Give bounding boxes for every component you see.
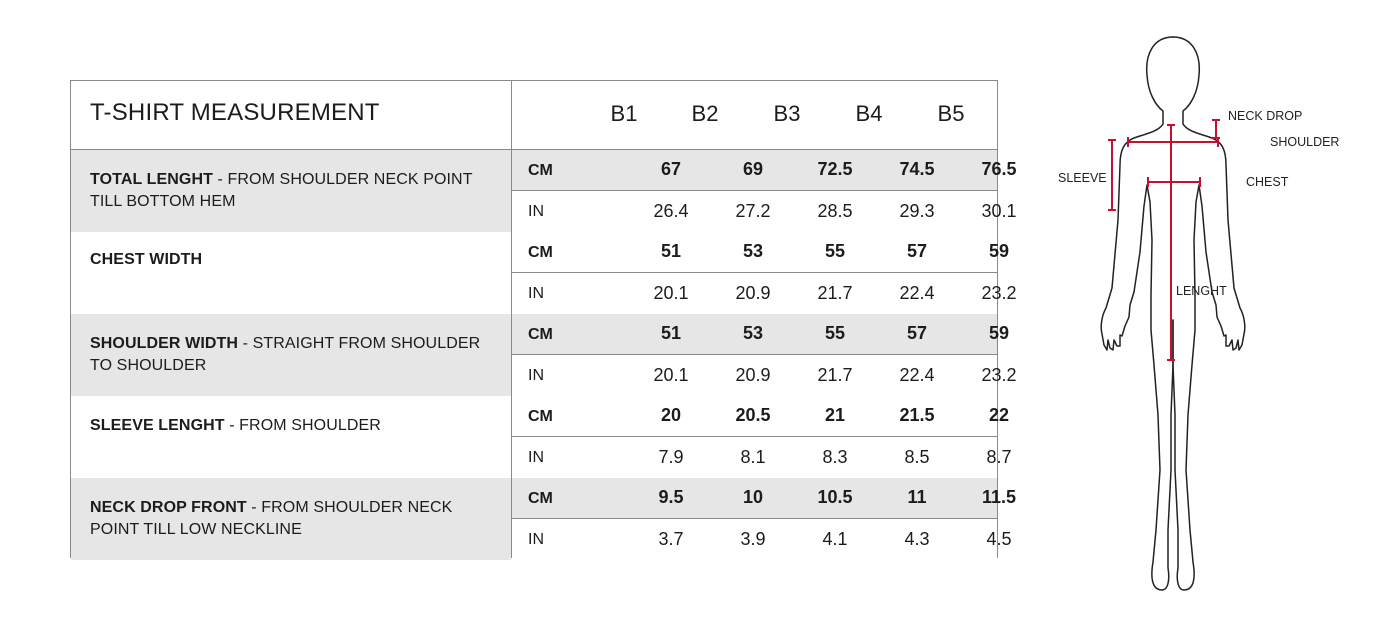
cm-value-b5: 11.5 — [981, 487, 1017, 507]
measurement-description — [90, 415, 500, 437]
in-value-b5: 23.2 — [981, 365, 1017, 385]
in-value-b1: 26.4 — [653, 201, 689, 221]
measurement-description — [90, 249, 500, 271]
in-value-b3: 21.7 — [817, 283, 853, 303]
measurement-markers — [1112, 120, 1218, 360]
cm-value-b5: 59 — [988, 323, 1010, 343]
size-chart-table — [70, 80, 1017, 558]
in-value-b4: 8.5 — [904, 447, 930, 467]
cm-value-b3: 55 — [824, 241, 846, 261]
in-value-b4: 22.4 — [899, 365, 935, 385]
measurement-group — [71, 396, 1012, 478]
cm-value-b2: 10 — [742, 487, 764, 507]
measurement-description — [90, 333, 500, 377]
length-label: LENGHT — [1176, 284, 1227, 298]
cm-value-b2: 53 — [742, 241, 764, 261]
cm-value-b1: 67 — [660, 159, 682, 179]
size-header-b4: B4 — [855, 101, 883, 126]
cm-value-b1: 9.5 — [658, 487, 684, 507]
cm-values-row — [512, 478, 1017, 518]
measurement-group — [71, 150, 1017, 232]
in-value-b5: 8.7 — [986, 447, 1012, 467]
measurement-description — [90, 497, 500, 541]
table-title: T-SHIRT MEASUREMENT — [90, 99, 380, 126]
cm-value-b4: 57 — [906, 323, 928, 343]
measurement-detail: - FROM SHOULDER NECK POINT TILL BOTTOM HEM — [90, 171, 473, 210]
neck-drop-label: NECK DROP — [1228, 109, 1303, 123]
cm-value-b5: 76.5 — [981, 159, 1017, 179]
column-divider — [511, 81, 512, 557]
cm-unit-label: CM — [528, 244, 553, 261]
measurement-name: SHOULDER WIDTH — [90, 335, 239, 352]
cm-value-b3: 10.5 — [817, 487, 853, 507]
body-measurement-figure — [1050, 30, 1400, 610]
cm-value-b5: 59 — [988, 241, 1010, 261]
measurement-description-cell — [71, 150, 511, 232]
in-value-b5: 23.2 — [981, 283, 1017, 303]
in-value-b2: 8.1 — [740, 447, 766, 467]
cm-unit-label: CM — [528, 326, 553, 343]
measurement-description-cell — [71, 478, 511, 560]
in-value-b2: 27.2 — [735, 201, 771, 221]
cm-value-b4: 21.5 — [899, 405, 935, 425]
body-outline — [1101, 37, 1245, 590]
in-value-b3: 21.7 — [817, 365, 853, 385]
in-value-b4: 22.4 — [899, 283, 935, 303]
in-unit-label: IN — [528, 203, 544, 220]
unit-separator — [512, 190, 997, 191]
chest-label: CHEST — [1246, 175, 1289, 189]
cm-unit-label: CM — [528, 408, 553, 425]
measurement-description — [90, 169, 500, 213]
sleeve-label: SLEEVE — [1058, 171, 1107, 185]
cm-value-b1: 51 — [660, 323, 682, 343]
cm-values-row — [512, 314, 1010, 354]
cm-values-row — [512, 150, 1017, 190]
measurement-description-cell — [71, 314, 511, 396]
in-value-b2: 3.9 — [740, 529, 766, 549]
in-value-b5: 30.1 — [981, 201, 1017, 221]
body-silhouette-illustration — [1050, 30, 1400, 610]
in-unit-label: IN — [528, 531, 544, 548]
measurement-detail: - STRAIGHT FROM SHOULDER TO SHOULDER — [90, 335, 481, 374]
in-value-b4: 29.3 — [899, 201, 935, 221]
in-unit-label: IN — [528, 285, 544, 302]
unit-separator — [512, 518, 997, 519]
unit-separator — [512, 272, 997, 273]
in-value-b1: 20.1 — [653, 283, 689, 303]
measurement-description-cell — [71, 232, 511, 314]
cm-value-b1: 20 — [660, 405, 682, 425]
in-value-b3: 28.5 — [817, 201, 853, 221]
measurement-group — [71, 314, 1017, 396]
in-values-row — [512, 355, 1017, 396]
unit-separator — [512, 354, 997, 355]
measurement-group — [71, 232, 1017, 314]
cm-value-b4: 57 — [906, 241, 928, 261]
cm-value-b2: 69 — [742, 159, 764, 179]
in-unit-label: IN — [528, 367, 544, 384]
in-value-b1: 20.1 — [653, 365, 689, 385]
cm-value-b4: 11 — [907, 487, 927, 507]
in-value-b3: 4.1 — [822, 529, 848, 549]
cm-value-b4: 74.5 — [899, 159, 935, 179]
in-unit-label: IN — [528, 449, 544, 466]
size-header-b3: B3 — [773, 101, 801, 126]
measurement-name: TOTAL LENGHT — [90, 171, 213, 188]
measurement-group — [71, 478, 1017, 560]
unit-separator — [512, 436, 997, 437]
measurement-detail: - FROM SHOULDER — [224, 417, 381, 434]
measurement-name: NECK DROP FRONT — [90, 499, 247, 516]
in-value-b1: 3.7 — [658, 529, 684, 549]
size-header-b5: B5 — [937, 101, 965, 126]
cm-values-row — [512, 232, 1010, 272]
size-header-b1: B1 — [610, 101, 638, 126]
size-header-b2: B2 — [691, 101, 719, 126]
measurement-name: SLEEVE LENGHT — [90, 417, 225, 434]
cm-unit-label: CM — [528, 490, 553, 507]
cm-value-b2: 20.5 — [735, 405, 771, 425]
measurement-detail: - FROM SHOULDER NECK POINT TILL LOW NECKLINE — [90, 499, 453, 538]
cm-value-b3: 72.5 — [817, 159, 853, 179]
in-value-b1: 7.9 — [658, 447, 684, 467]
cm-value-b2: 53 — [742, 323, 764, 343]
in-values-row — [512, 437, 1012, 478]
in-value-b5: 4.5 — [986, 529, 1012, 549]
cm-values-row — [512, 396, 1010, 436]
shoulder-label: SHOULDER — [1270, 135, 1340, 149]
marker-end-caps — [1108, 120, 1220, 360]
measurement-description-cell — [71, 396, 511, 478]
in-value-b4: 4.3 — [904, 529, 930, 549]
in-value-b2: 20.9 — [735, 283, 771, 303]
measurement-name: CHEST WIDTH — [90, 251, 203, 268]
cm-value-b3: 55 — [824, 323, 846, 343]
in-values-row — [512, 519, 1012, 560]
in-values-row — [512, 273, 1017, 314]
table-header — [71, 81, 997, 149]
cm-value-b3: 21 — [824, 405, 846, 425]
cm-value-b1: 51 — [660, 241, 682, 261]
cm-unit-label: CM — [528, 162, 553, 179]
cm-value-b5: 22 — [988, 405, 1010, 425]
in-values-row — [512, 191, 1017, 232]
in-value-b2: 20.9 — [735, 365, 771, 385]
in-value-b3: 8.3 — [822, 447, 848, 467]
